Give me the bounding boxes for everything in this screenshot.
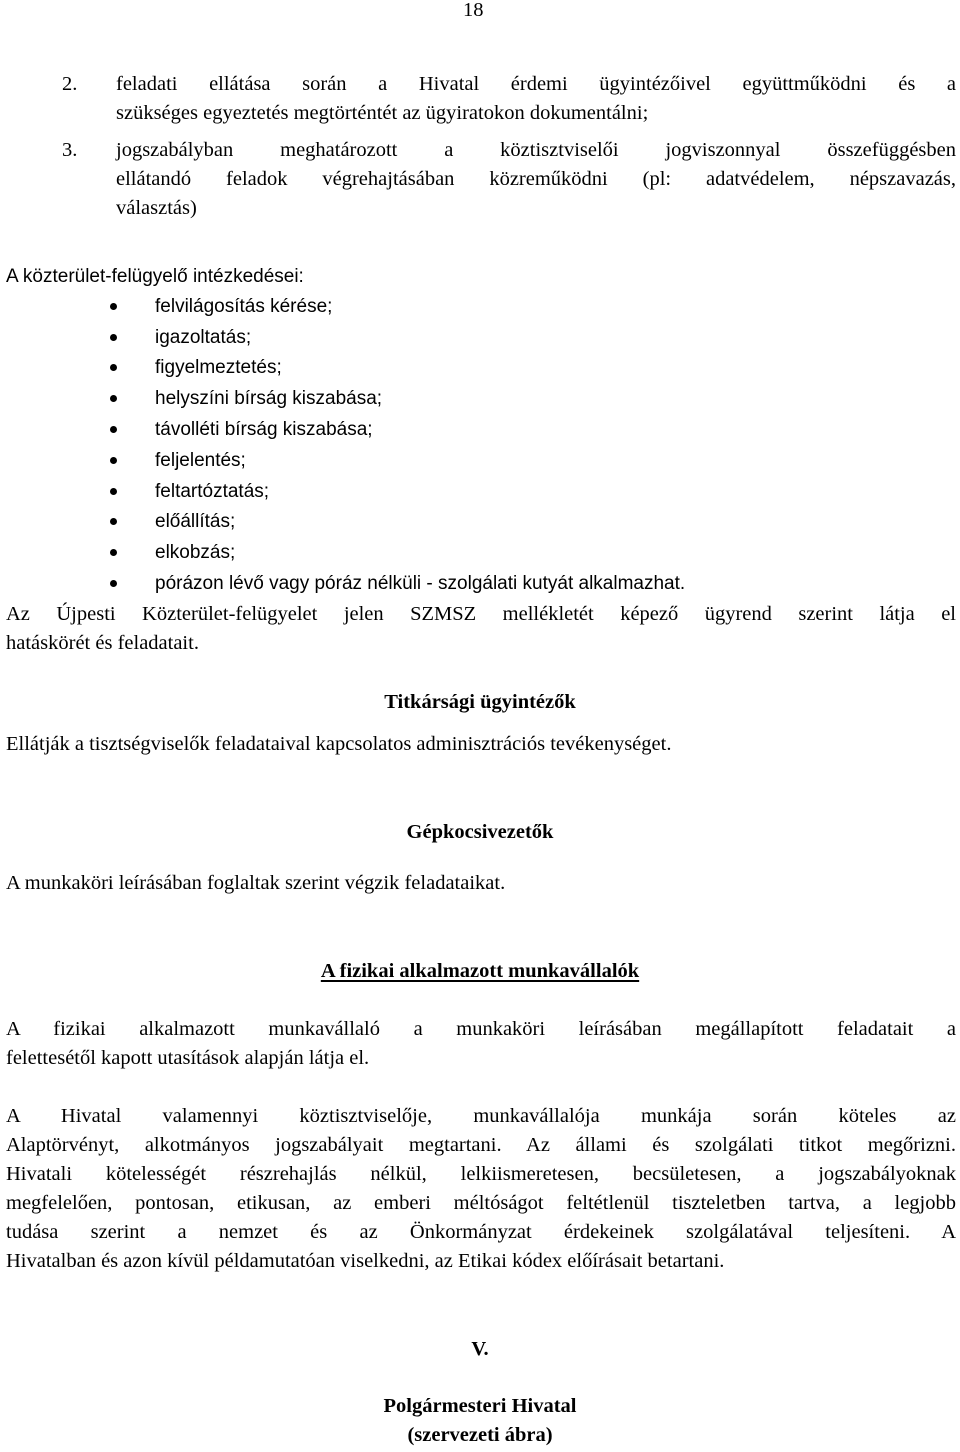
list-item-text: felvilágosítás kérése;	[155, 296, 333, 317]
list-item-text: előállítás;	[155, 511, 236, 532]
list-item-text: figyelmeztetés;	[155, 357, 282, 378]
item-line: szükséges egyeztetés megtörténtét az ügyiratokon dokumentálni;	[116, 102, 649, 124]
list-item-text: helyszíni bírság kiszabása;	[155, 388, 383, 409]
general-duties-line: A Hivatal valamennyi köztisztviselője, munkavállalója munkája során köteles az	[6, 1105, 956, 1127]
bullet-icon	[110, 334, 117, 341]
physical-workers-line: felettesétől kapott utasítások alapján látja el.	[6, 1047, 370, 1069]
bullet-icon	[110, 549, 117, 556]
bullet-icon	[110, 303, 117, 310]
secretariat-text: Ellátják a tisztségviselők feladataival kapcsolatos adminisztrációs tevékenységet.	[6, 733, 672, 755]
chapter-subtitle: (szervezeti ábra)	[407, 1424, 553, 1446]
section-title-drivers: Gépkocsivezetők	[406, 821, 554, 843]
drivers-text: A munkaköri leírásában foglaltak szerint végzik feladataikat.	[6, 872, 506, 894]
bullet-icon	[110, 395, 117, 402]
page-number: 18	[463, 0, 484, 21]
general-duties-line: Hivatali kötelességét részrehajlás nélkül, lelkiismeretesen, becsületesen, a jogszabályoknak	[6, 1163, 956, 1185]
bullet-icon	[110, 457, 117, 464]
item-line: választás)	[116, 197, 197, 219]
bullet-icon	[110, 426, 117, 433]
list-item-text: pórázon lévő vagy póráz nélküli - szolgálati kutyát alkalmazhat.	[155, 573, 686, 594]
item-number: 2.	[62, 73, 78, 95]
measures-heading: A közterület-felügyelő intézkedései:	[6, 266, 304, 287]
chapter-title: Polgármesteri Hivatal	[383, 1395, 577, 1417]
general-duties-line: Alaptörvényt, alkotmányos jogszabályait megtartani. Az állami és szolgálati titkot megőrizni.	[6, 1134, 956, 1156]
list-item-text: elkobzás;	[155, 542, 236, 563]
bullet-icon	[110, 364, 117, 371]
section-title-physical-workers	[0, 957, 960, 986]
ujpest-paragraph-line: Az Újpesti Közterület-felügyelet jelen SZMSZ mellékletét képező ügyrend szerint látja el	[6, 603, 956, 625]
list-item-text: feljelentés;	[155, 450, 246, 471]
general-duties-line: megfelelően, pontosan, etikusan, az emberi méltóságot feltétlenül tiszteletben tartva, a legjobb	[6, 1192, 956, 1214]
item-line: ellátandó feladok végrehajtásában közreműködni (pl: adatvédelem, népszavazás,	[116, 168, 956, 190]
bullet-icon	[110, 518, 117, 525]
general-duties-line: tudása szerint a nemzet és az Önkormányzat érdekeinek szolgálatával teljesíteni. A	[6, 1221, 956, 1243]
measures-list	[0, 292, 960, 592]
section-title-secretariat: Titkársági ügyintézők	[384, 691, 576, 713]
list-item-text: igazoltatás;	[155, 327, 252, 348]
chapter-number: V.	[471, 1338, 489, 1360]
list-item-text: feltartóztatás;	[155, 481, 270, 502]
item-number: 3.	[62, 139, 78, 161]
section-title-text: A fizikai alkalmazott munkavállalók	[320, 960, 640, 982]
list-item-text: távolléti bírság kiszabása;	[155, 419, 373, 440]
ujpest-paragraph-line: hatáskörét és feladatait.	[6, 632, 199, 654]
physical-workers-line: A fizikai alkalmazott munkavállaló a munkaköri leírásában megállapított feladatait a	[6, 1018, 956, 1040]
item-line: feladati ellátása során a Hivatal érdemi ügyintézőivel együttműködni és a	[116, 73, 956, 95]
bullet-icon	[110, 488, 117, 495]
item-line: jogszabályban meghatározott a köztisztviselői jogviszonnyal összefüggésben	[116, 139, 956, 161]
bullet-icon	[110, 580, 117, 587]
general-duties-line: Hivatalban és azon kívül példamutatóan viselkedni, az Etikai kódex előírásait betartani.	[6, 1250, 725, 1272]
